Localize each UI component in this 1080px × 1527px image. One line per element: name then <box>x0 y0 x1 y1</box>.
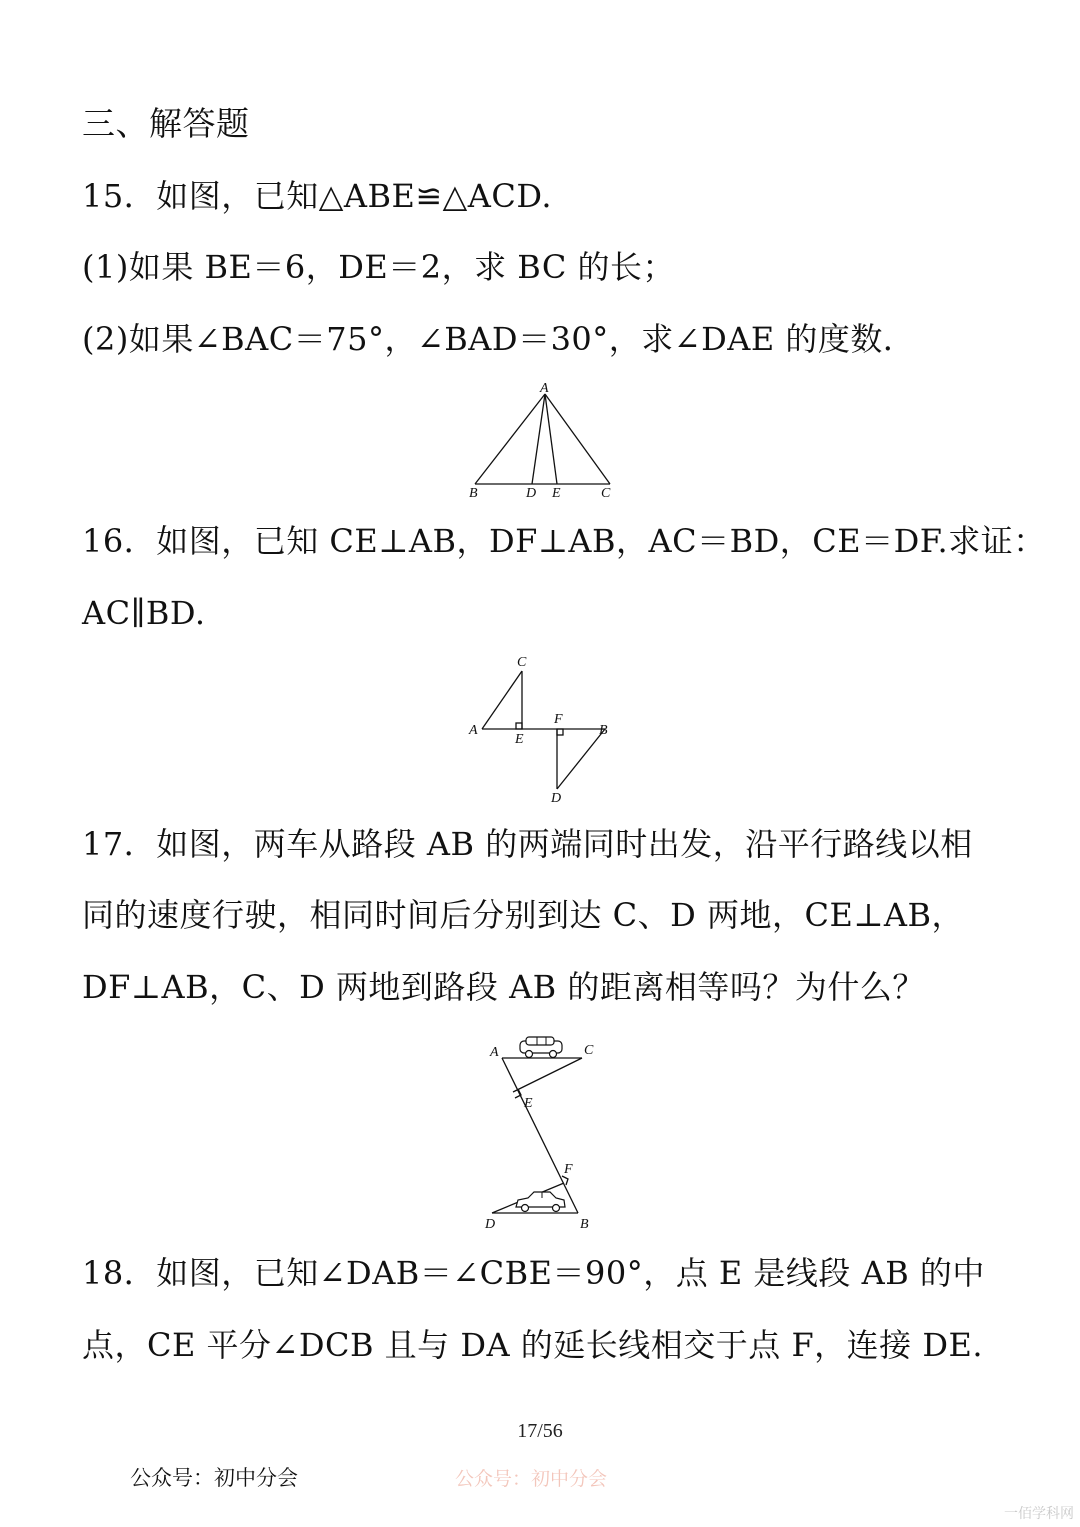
footer-account-faint: 公众号：初中分会 <box>455 1468 608 1490</box>
q15-label-d: D <box>526 486 537 501</box>
q16-line2: AC∥BD. <box>82 594 206 632</box>
q15-stem: 15．如图，已知△ABE≌△ACD. <box>82 177 553 215</box>
q16-right-angle-f <box>557 729 563 735</box>
q16-label-c: C <box>517 655 527 670</box>
corner-watermark: 一佰学科网 <box>1004 1506 1074 1522</box>
q18-line1: 18．如图，已知∠DAB＝∠CBE＝90°，点 E 是线段 AB 的中 <box>82 1254 985 1292</box>
q15-label-b: B <box>469 486 478 501</box>
q16-line1: 16．如图，已知 CE⊥AB，DF⊥AB，AC＝BD，CE＝DF.求证： <box>82 522 1046 560</box>
q17-line3: DF⊥AB，C、D 两地到路段 AB 的距离相等吗？为什么？ <box>82 968 925 1006</box>
q15-label-a: A <box>540 381 549 396</box>
q16-label-b: B <box>599 723 608 738</box>
q15-part2: (2)如果∠BAC＝75°，∠BAD＝30°，求∠DAE 的度数． <box>82 320 916 358</box>
q17-car-bottom-icon <box>516 1192 565 1212</box>
q17-label-c: C <box>584 1043 594 1058</box>
section-title: 三、解答题 <box>82 104 250 143</box>
q15-part1: (1)如果 BE＝6，DE＝2，求 BC 的长； <box>82 248 676 286</box>
q15-figure <box>460 380 620 505</box>
q17-label-b: B <box>580 1217 589 1232</box>
q17-label-f: F <box>564 1162 573 1177</box>
q15-label-c: C <box>601 486 611 501</box>
q17-label-d: D <box>485 1217 496 1232</box>
q17-figure <box>480 1030 610 1235</box>
q16-label-f: F <box>554 712 563 727</box>
q17-label-e: E <box>524 1096 533 1111</box>
q17-line2: 同的速度行驶，相同时间后分别到达 C、D 两地，CE⊥AB， <box>82 896 965 934</box>
q16-segment-db <box>557 729 605 789</box>
q17-label-a: A <box>490 1045 499 1060</box>
q16-segment-ac <box>482 671 522 729</box>
footer-account: 公众号：初中分会 <box>130 1466 298 1490</box>
q18-line2: 点，CE 平分∠DCB 且与 DA 的延长线相交于点 F，连接 DE. <box>82 1326 984 1364</box>
q17-car-top-icon <box>520 1037 562 1058</box>
q16-label-d: D <box>551 791 562 806</box>
q16-figure <box>460 650 620 805</box>
q16-right-angle-e <box>516 723 522 729</box>
q17-segment-ab <box>502 1058 578 1213</box>
q17-line1: 17．如图，两车从路段 AB 的两端同时出发，沿平行路线以相 <box>82 825 973 863</box>
q16-label-e: E <box>515 732 524 747</box>
q16-label-a: A <box>469 723 478 738</box>
q17-segment-ce <box>513 1058 582 1092</box>
page-number: 17/56 <box>517 1420 563 1442</box>
q15-label-e: E <box>552 486 561 501</box>
